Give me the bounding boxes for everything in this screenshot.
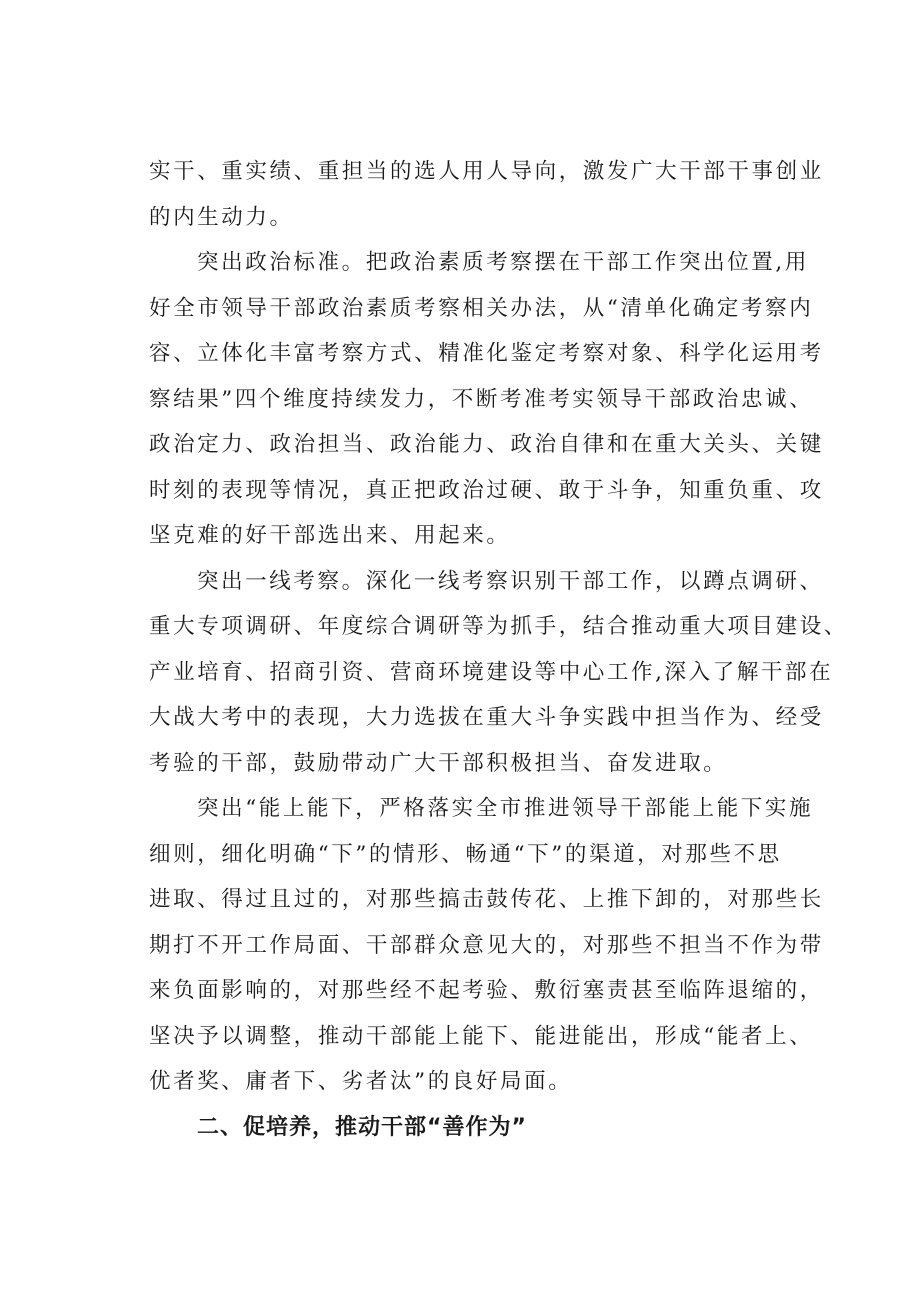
text-line: 坚克难的好干部选出来、用起来。 <box>149 523 511 548</box>
text-line: 期打不开工作局面、干部群众意见大的，对那些不担当不作为带 <box>149 933 824 958</box>
text-line: 察结果”四个维度持续发力，不断考准考实领导干部政治忠诚、 <box>149 387 814 412</box>
text-line: 时刻的表现等情况，真正把政治过硬、敢于斗争，知重负重、攻 <box>149 478 824 503</box>
text-line: 实干、重实绩、重担当的选人用人导向，激发广大干部干事创业 <box>149 159 824 184</box>
text-line: 优者奖、庸者下、劣者汰”的良好局面。 <box>149 1069 573 1094</box>
text-line: 突出政治标准。把政治素质考察摆在干部工作突出位置,用 <box>197 250 809 275</box>
text-line: 政治定力、政治担当、政治能力、政治自律和在重大关头、关键 <box>149 432 824 457</box>
text-line: 突出“能上能下，严格落实全市推进领导干部能上能下实施 <box>197 796 814 821</box>
text-line: 突出一线考察。深化一线考察识别干部工作，以蹲点调研、 <box>197 569 824 594</box>
text-line: 好全市领导干部政治素质考察相关办法，从“清单化确定考察内 <box>149 296 814 321</box>
text-line: 大战大考中的表现，大力选拔在重大斗争实践中担当作为、经受 <box>149 705 824 730</box>
text-line: 重大专项调研、年度综合调研等为抓手，结合推动重大项目建设、 <box>149 614 848 639</box>
text-line: 的内生动力。 <box>149 205 294 230</box>
text-line: 产业培育、招商引资、营商环境建设等中心工作,深入了解干部在 <box>149 660 834 685</box>
text-line: 进取、得过且过的，对那些搞击鼓传花、上推下卸的，对那些长 <box>149 887 824 912</box>
section-heading: 二、促培养，推动干部“善作为” <box>197 1115 527 1140</box>
text-line: 细则，细化明确“下”的情形、畅通“下”的渠道，对那些不思 <box>149 842 782 867</box>
text-line: 考验的干部，鼓励带动广大干部积极担当、奋发进取。 <box>149 751 728 776</box>
text-line: 容、立体化丰富考察方式、精准化鉴定考察对象、科学化运用考 <box>149 341 824 366</box>
text-line: 坚决予以调整，推动干部能上能下、能进能出，形成“能者上、 <box>149 1024 814 1049</box>
text-line: 来负面影响的，对那些经不起考验、敷衍塞责甚至临阵退缩的， <box>149 978 824 1003</box>
